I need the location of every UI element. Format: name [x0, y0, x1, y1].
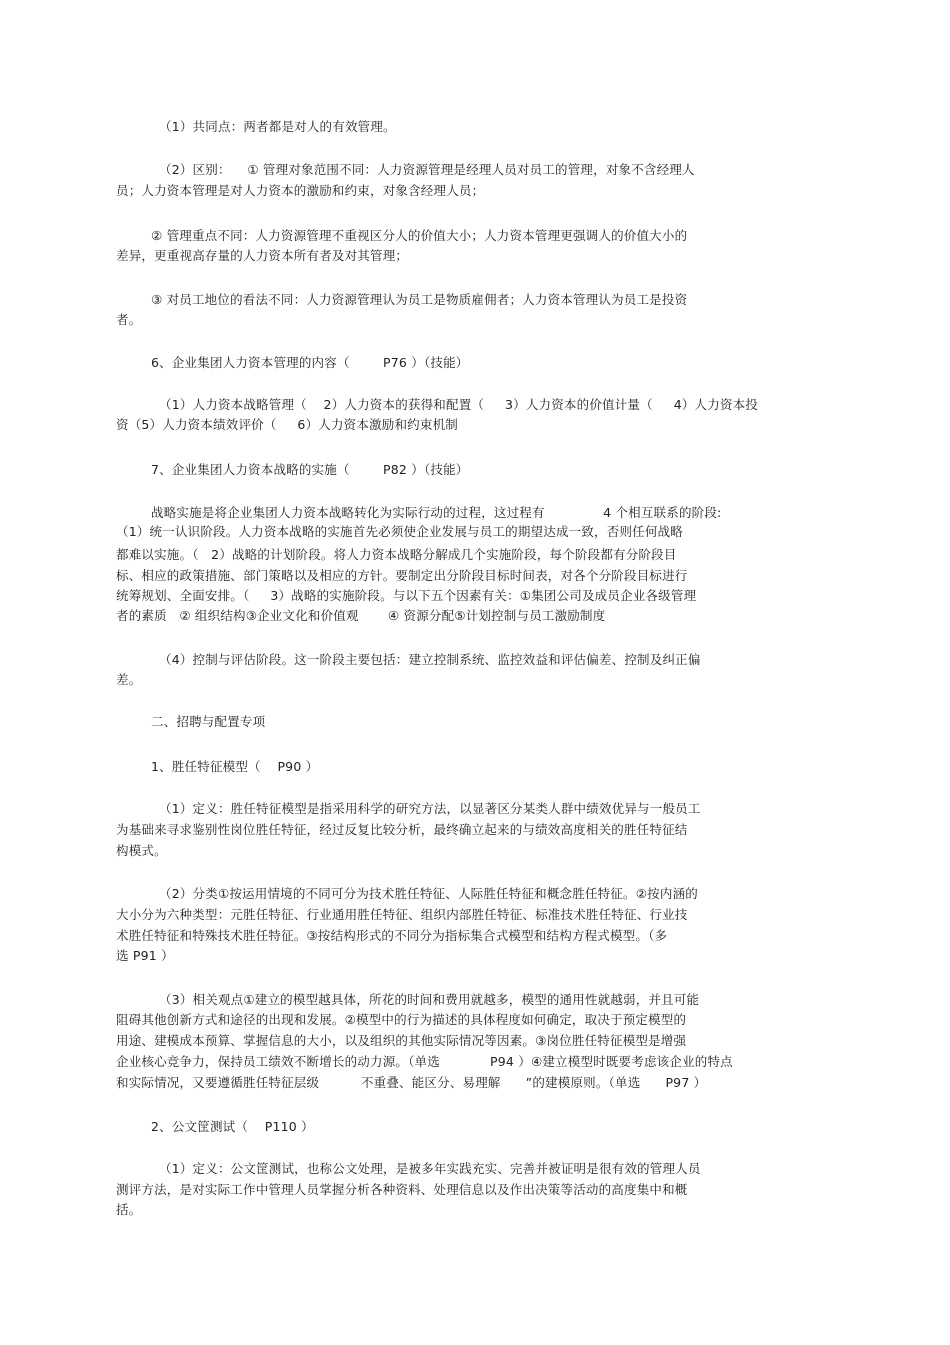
- text-line: 术胜任特征和特殊技术胜任特征。③按结构形式的不同分为指标集合式模型和结构方程式模型。（多: [116, 928, 668, 943]
- section-heading: 1、胜任特征模型（ P90 ）: [151, 759, 319, 774]
- text-line: 员；人力资本管理是对人力资本的激励和约束，对象含经理人员；: [116, 183, 485, 198]
- text-line: （4）控制与评估阶段。这一阶段主要包括：建立控制系统、监控效益和评估偏差、控制及纠正偏: [159, 652, 701, 667]
- text-line: （2）分类①按运用情境的不同可分为技术胜任特征、人际胜任特征和概念胜任特征。②按内涵的: [159, 886, 698, 901]
- text-line: 都难以实施。（ 2）战略的计划阶段。将人力资本战略分解成几个实施阶段，每个阶段都有分阶段目: [116, 547, 677, 562]
- text-line: 统筹规划、全面安排。（ 3）战略的实施阶段。与以下五个因素有关：①集团公司及成员企业各级管理: [116, 588, 697, 603]
- text-line: 大小分为六种类型：元胜任特征、行业通用胜任特征、组织内部胜任特征、标准技术胜任特征、行业技: [116, 907, 688, 922]
- text-line: 差。: [116, 672, 142, 687]
- text-line: 者的素质 ② 组织结构③企业文化和价值观 ④ 资源分配⑤计划控制与员工激励制度: [116, 608, 606, 623]
- text-line: 构模式。: [116, 843, 167, 858]
- text-line: （1）定义：胜任特征模型是指采用科学的研究方法，以显著区分某类人群中绩效优异与一般员工: [159, 801, 701, 816]
- text-line: 选 P91 ）: [116, 948, 174, 963]
- text-line: 标、相应的政策措施、部门策略以及相应的方针。要制定出分阶段目标时间表，对各个分阶段目标进行: [116, 568, 688, 583]
- text-line: （2）区别： ① 管理对象范围不同：人力资源管理是经理人员对员工的管理，对象不含经理人: [159, 162, 695, 177]
- text-line: 和实际情况，又要遵循胜任特征层级 不重叠、能区分、易理解 ”的建模原则。（单选 P97 ）: [116, 1075, 707, 1090]
- text-line: 阻碍其他创新方式和途径的出现和发展。②模型中的行为描述的具体程度如何确定，取决于预定模型的: [116, 1012, 687, 1027]
- text-line: 用途、建模成本预算、掌握信息的大小，以及组织的其他实际情况等因素。③岗位胜任特征模型是增强: [116, 1033, 687, 1048]
- text-line: （1）统一认识阶段。人力资本战略的实施首先必须使企业发展与员工的期望达成一致，否则任何战略: [116, 524, 683, 539]
- text-line: 括。: [116, 1202, 142, 1217]
- section-heading: 6、企业集团人力资本管理的内容（ P76 ）（技能）: [151, 355, 469, 370]
- text-line: 战略实施是将企业集团人力资本战略转化为实际行动的过程，这过程有 4 个相互联系的阶段:: [151, 505, 722, 520]
- section-heading: 7、企业集团人力资本战略的实施（ P82 ）（技能）: [151, 462, 469, 477]
- section-heading: 2、公文筐测试（ P110 ）: [151, 1119, 314, 1134]
- text-line: 资（5）人力资本绩效评价（ 6）人力资本激励和约束机制: [116, 417, 458, 432]
- text-line: 为基础来寻求鉴别性岗位胜任特征，经过反复比较分析，最终确立起来的与绩效高度相关的胜任特征结: [116, 822, 688, 837]
- text-line: （1）定义：公文筐测试，也称公文处理，是被多年实践充实、完善并被证明是很有效的管理人员: [159, 1161, 701, 1176]
- text-line: 测评方法，是对实际工作中管理人员掌握分析各种资料、处理信息以及作出决策等活动的高度集中和概: [116, 1182, 688, 1197]
- text-line: （1）共同点：两者都是对人的有效管理。: [159, 119, 396, 134]
- text-line: （3）相关观点①建立的模型越具体，所花的时间和费用就越多，模型的通用性就越弱，并且可能: [159, 992, 700, 1007]
- section-heading: 二、招聘与配置专项: [151, 714, 266, 729]
- text-line: ② 管理重点不同：人力资源管理不重视区分人的价值大小；人力资本管理更强调人的价值大小的: [151, 228, 688, 243]
- text-line: 企业核心竞争力，保持员工绩效不断增长的动力源。（单选 P94 ）④建立模型时既要考虑该企业的特点: [116, 1054, 733, 1069]
- text-line: （1）人力资本战略管理（ 2）人力资本的获得和配置（ 3）人力资本的价值计量（ 4）人力资本投: [159, 397, 759, 412]
- text-line: 者。: [116, 312, 142, 327]
- text-line: 差异，更重视高存量的人力资本所有者及对其管理；: [116, 248, 409, 263]
- text-line: ③ 对员工地位的看法不同：人力资源管理认为员工是物质雇佣者；人力资本管理认为员工是投资: [151, 292, 688, 307]
